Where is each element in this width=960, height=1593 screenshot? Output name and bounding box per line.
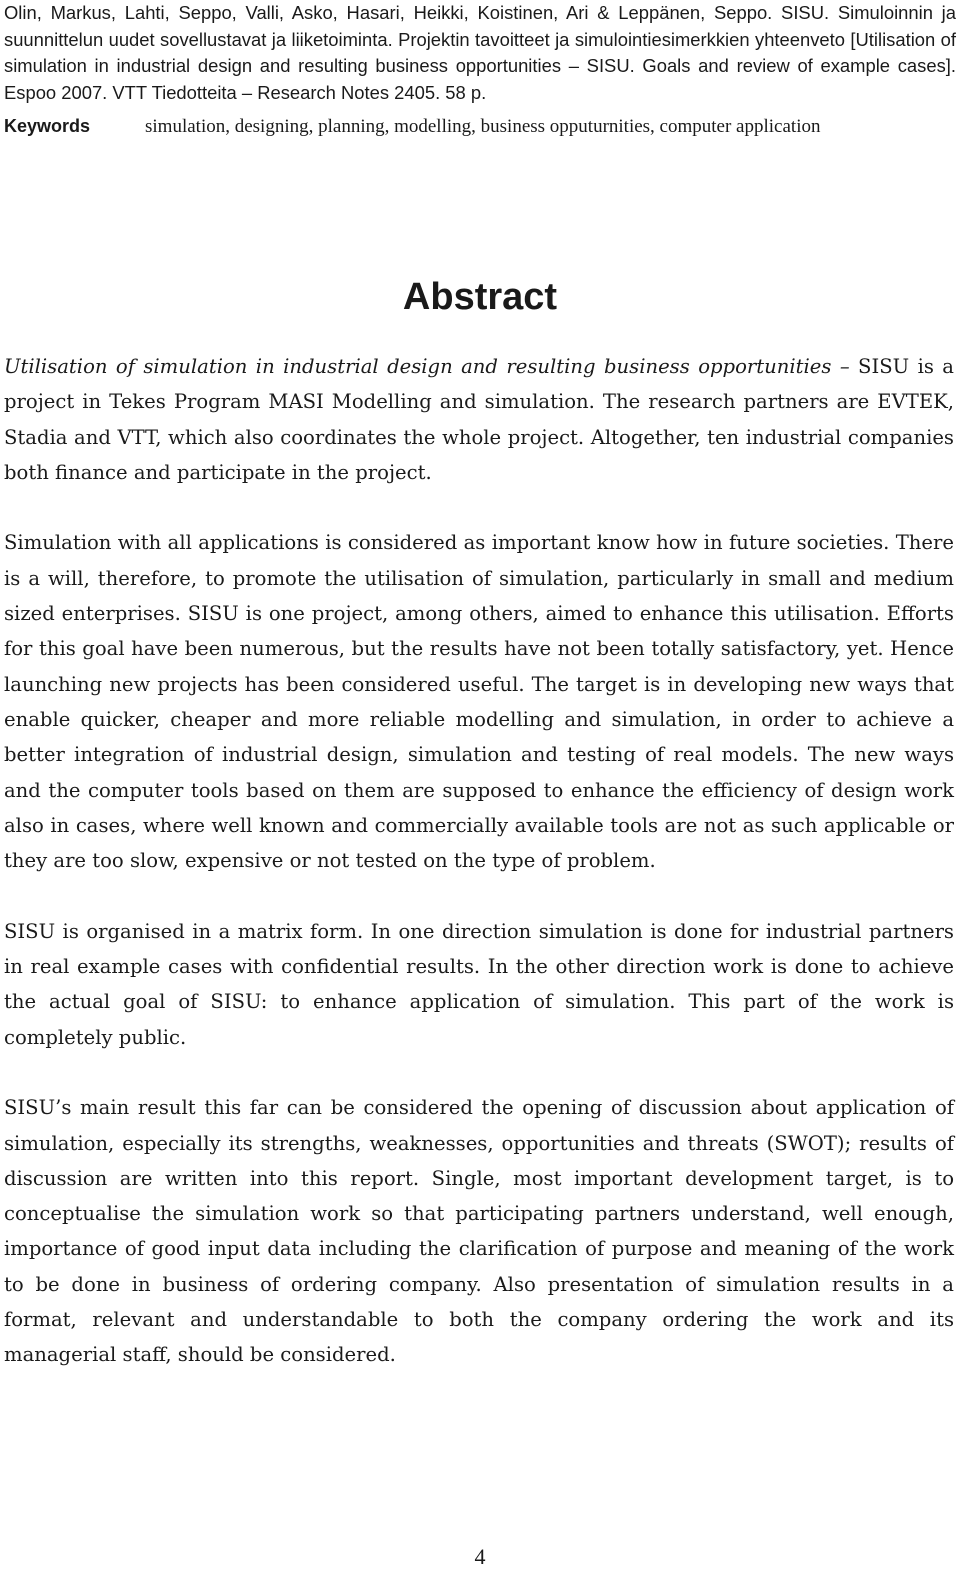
project-title-italic: Utilisation of simulation in industrial design and resulting business opportunities – (4, 355, 850, 378)
abstract-body (4, 349, 954, 1373)
abstract-paragraph-3: SISU is organised in a matrix form. In one direction simulation is done for industrial partners in real example cases with confidential results. In the other direction work is done to achieve the actual goal of SISU: to enhance application of simulation. This part of the work is completely public. (4, 919, 954, 1049)
abstract-title: Abstract (402, 276, 558, 318)
page-number: 4 (474, 1544, 486, 1569)
paragraph-1-text: SISU is a project in Tekes Program MASI Modelling and simulation. The research partners are EVTEK, Stadia and VTT, which also coordinates the whole project. Altogether, ten industrial companies both finance and participate in the project. (4, 355, 954, 484)
keywords-row (4, 116, 956, 146)
keywords-text: simulation, designing, planning, modelling, business opputurnities, computer application (145, 116, 821, 137)
abstract-paragraph-1 (4, 349, 954, 490)
abstract-paragraph-2: Simulation with all applications is considered as important know how in future societies. There is a will, therefore, to promote the utilisation of simulation, particularly in small and medium sized enterprises. SISU is one project, among others, aimed to enhance this utilisation. Efforts for this goal have been numerous, but the results have not been totally satisfactory, yet. Hence launching new projects has been considered useful. The target is in developing new ways that enable quicker, cheaper and more reliable modelling and simulation, in order to achieve a better integration of industrial design, simulation and testing of real models. The new ways and the computer tools based on them are supposed to enhance the efficiency of design work also in cases, where well known and commercially available tools are not as such applicable or they are too slow, expensive or not tested on the type of problem. (4, 531, 954, 873)
keywords-label: Keywords (4, 116, 91, 136)
bibliographic-reference: Olin, Markus, Lahti, Seppo, Valli, Asko, Hasari, Heikki, Koistinen, Ari & Leppänen, Seppo. SISU. Simuloinnin ja suunnittelun uudet sovellustavat ja liiketoiminta. Projektin tavoitteet ja simulointiesimerkkien yhteenveto [Utilisation of simulation in industrial design and resulting business opportunities – SISU. Goals and review of example cases]. Espoo 2007. VTT Tiedotteita – Research Notes 2405. 58 p. (4, 2, 956, 103)
abstract-paragraph-4: SISU’s main result this far can be considered the opening of discussion about application of simulation, especially its strengths, weaknesses, opportunities and threats (SWOT); results of discussion are written into this report. Single, most important development target, is to conceptualise the simulation work so that participating partners understand, well enough, importance of good input data including the clarification of purpose and meaning of the work to be done in business of ordering company. Also presentation of simulation results in a format, relevant and understandable to both the company ordering the work and its managerial staff, should be considered. (4, 1096, 954, 1367)
